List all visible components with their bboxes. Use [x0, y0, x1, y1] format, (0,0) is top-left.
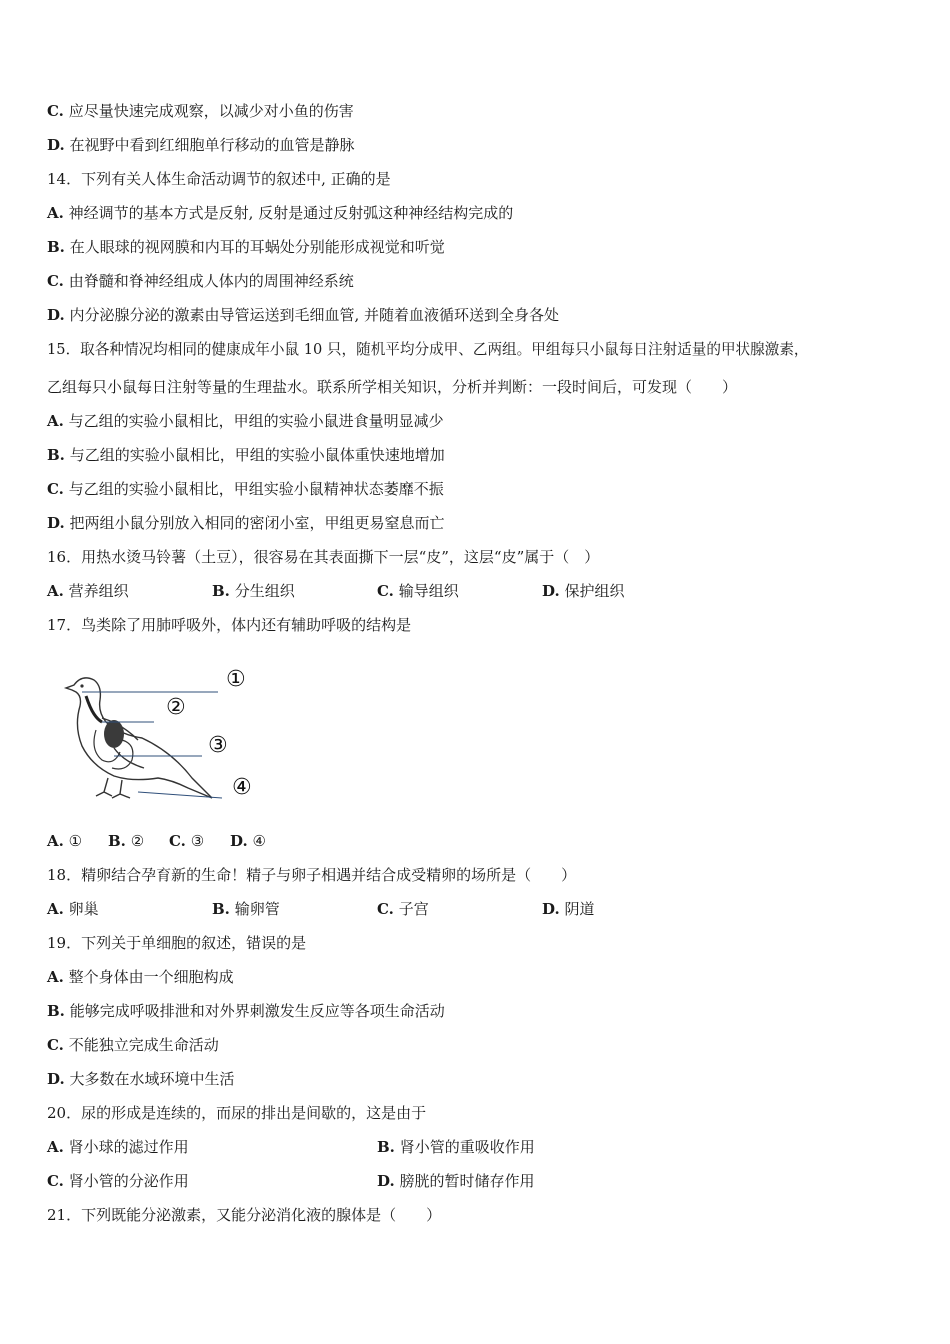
q20-option-c: C. 肾小管的分泌作用 — [47, 1172, 189, 1190]
q17-option-d: D. ④ — [230, 832, 266, 850]
bird-diagram — [62, 660, 272, 810]
q17-option-c: C. ③ — [169, 832, 205, 850]
q15-option-a: A. 与乙组的实验小鼠相比，甲组的实验小鼠进食量明显减少 — [47, 412, 444, 430]
q18-option-d: D. 阴道 — [542, 900, 595, 918]
bird-eye — [80, 684, 83, 687]
q16-stem: 16．用热水烫马铃薯（土豆），很容易在其表面撕下一层“皮”，这层“皮”属于（ ） — [47, 548, 600, 566]
marker-2: ② — [166, 695, 186, 720]
q15-stem-line2: 乙组每只小鼠每日注射等量的生理盐水。联系所学相关知识，分析并判断：一段时间后，可发现（ ） — [47, 378, 738, 396]
q17-stem: 17．鸟类除了用肺呼吸外，体内还有辅助呼吸的结构是 — [47, 616, 412, 634]
q16-option-c: C. 输导组织 — [377, 582, 459, 600]
q19-option-b: B. 能够完成呼吸排泄和对外界刺激发生反应等各项生命活动 — [47, 1002, 445, 1020]
q13-option-c: C. 应尽量快速完成观察，以减少对小鱼的伤害 — [47, 102, 354, 120]
q15-option-d: D. 把两组小鼠分别放入相同的密闭小室，甲组更易窒息而亡 — [47, 514, 445, 532]
q15-option-b: B. 与乙组的实验小鼠相比，甲组的实验小鼠体重快速地增加 — [47, 446, 445, 464]
bird-respiration-figure — [62, 660, 272, 810]
q16-option-a: A. 营养组织 — [47, 582, 129, 600]
q19-option-d: D. 大多数在水域环境中生活 — [47, 1070, 235, 1088]
q20-option-a: A. 肾小球的滤过作用 — [47, 1138, 189, 1156]
q18-option-a: A. 卵巢 — [47, 900, 99, 918]
lung — [104, 720, 124, 748]
q15-stem-line1: 15．取各种情况均相同的健康成年小鼠 10 只，随机平均分成甲、乙两组。甲组每只小鼠每日注射适量的甲状腺激素， — [47, 341, 809, 358]
q20-stem: 20．尿的形成是连续的，而尿的排出是间歇的，这是由于 — [47, 1104, 427, 1122]
q18-option-c: C. 子宫 — [377, 900, 429, 918]
q16-option-b: B. 分生组织 — [212, 582, 295, 600]
q20-option-b: B. 肾小管的重吸收作用 — [377, 1138, 535, 1156]
q21-stem: 21．下列既能分泌激素，又能分泌消化液的腺体是（ ） — [47, 1206, 442, 1224]
q15-option-c: C. 与乙组的实验小鼠相比，甲组实验小鼠精神状态萎靡不振 — [47, 480, 444, 498]
q19-stem: 19．下列关于单细胞的叙述，错误的是 — [47, 934, 307, 952]
marker-1: ① — [226, 667, 246, 692]
q17-option-b: B. ② — [108, 832, 145, 850]
q14-option-d: D. 内分泌腺分泌的激素由导管运送到毛细血管, 并随着血液循环送到全身各处 — [47, 306, 560, 324]
q14-option-a: A. 神经调节的基本方式是反射, 反射是通过反射弧这种神经结构完成的 — [47, 204, 514, 222]
q18-stem: 18．精卵结合孕育新的生命！精子与卵子相遇并结合成受精卵的场所是（ ） — [47, 866, 577, 884]
q18-option-b: B. 输卵管 — [212, 900, 280, 918]
bird-outline — [66, 678, 212, 798]
q16-option-d: D. 保护组织 — [542, 582, 625, 600]
q14-option-c: C. 由脊髓和脊神经组成人体内的周围神经系统 — [47, 272, 354, 290]
marker-3: ③ — [208, 733, 228, 758]
q19-option-c: C. 不能独立完成生命活动 — [47, 1036, 219, 1054]
q20-option-d: D. 膀胱的暂时储存作用 — [377, 1172, 535, 1190]
q14-stem: 14．下列有关人体生命活动调节的叙述中, 正确的是 — [47, 170, 391, 188]
q17-option-a: A. ① — [47, 832, 83, 850]
bird-leg-right — [112, 780, 130, 798]
marker-4: ④ — [232, 775, 252, 800]
q19-option-a: A. 整个身体由一个细胞构成 — [47, 968, 234, 986]
q13-option-d: D. 在视野中看到红细胞单行移动的血管是静脉 — [47, 136, 355, 154]
bird-leg-left — [96, 778, 112, 796]
q14-option-b: B. 在人眼球的视网膜和内耳的耳蜗处分别能形成视觉和听觉 — [47, 238, 445, 256]
